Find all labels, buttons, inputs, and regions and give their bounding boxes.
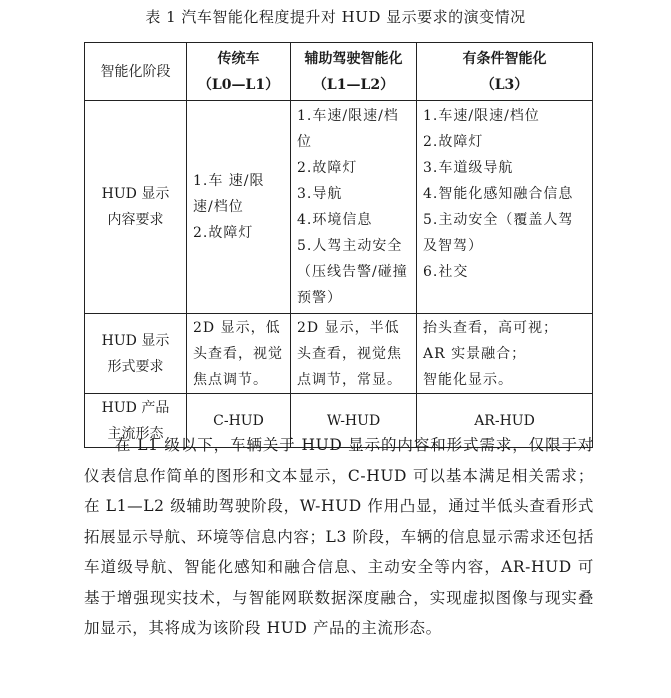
column-header-assisted	[291, 43, 417, 101]
row-label-line: HUD 显示	[101, 332, 170, 349]
table-row-content	[85, 101, 593, 314]
hud-requirements-table	[84, 42, 593, 448]
row-label-form	[85, 314, 187, 394]
cell-text: 2D 显示，半低头查看，视觉焦点调节，常显。	[297, 319, 402, 388]
column-name: 有条件智能化	[462, 50, 547, 67]
cell-content-assisted	[291, 101, 417, 314]
list-item: 5.人驾主动安全（压线告警/碰撞预警）	[297, 238, 408, 306]
cell-content-conditional	[417, 101, 593, 314]
body-paragraph: 在 L1 级以下，车辆关于 HUD 显示的内容和形式需求，仅限于对仪表信息作简单的图形和文本显示，C-HUD 可以基本满足相关需求；在 L1—L2 级辅助驾驶阶段，W-HUD 作用凸显，通过半低头查看形式拓展显示导航、环境等信息内容；L3 阶段，车辆的信息显示需求还包括车道级导航、智能化感知和融合信息、主动安全等内容，AR-HUD 可基于增强现实技术，与智能网联数据深度融合，实现虚拟图像与现实叠加显示，其将成为该阶段 HUD 产品的主流形态。	[84, 436, 594, 637]
row-label-line: 主流形态	[107, 425, 164, 442]
cell-form-assisted	[291, 314, 417, 394]
list-item: 2.故障灯	[193, 225, 254, 241]
list-item: 1.车速/限速/档位	[297, 108, 399, 150]
list-item: 2.故障灯	[297, 160, 358, 176]
row-label-line: 内容要求	[107, 212, 164, 228]
row-label-content	[85, 101, 187, 314]
cell-line: 智能化显示。	[423, 371, 513, 388]
column-level: （L0—L1）	[197, 76, 280, 93]
column-name: 辅助驾驶智能化	[304, 50, 403, 67]
cell-text: 2D 显示，低头查看，视觉焦点调节。	[193, 319, 283, 388]
list-item: 4.智能化感知融合信息	[423, 186, 574, 202]
table-row-form	[85, 314, 593, 394]
row-label-line: HUD 产品	[101, 399, 170, 416]
column-name: 传统车	[217, 50, 260, 67]
column-level: （L1—L2）	[312, 76, 395, 93]
cell-content-traditional	[187, 101, 291, 314]
row-label-line: 形式要求	[107, 358, 164, 375]
cell-shape-assisted: W-HUD	[291, 394, 417, 448]
column-level: （L3）	[480, 76, 529, 93]
list-item: 1.车速/限速/档位	[423, 108, 540, 124]
list-item: 2.故障灯	[423, 134, 484, 150]
list-item: 3.车道级导航	[423, 160, 514, 176]
cell-shape-traditional: C-HUD	[187, 394, 291, 448]
cell-form-traditional	[187, 314, 291, 394]
list-item: 4.环境信息	[297, 212, 373, 228]
row-label-line: HUD 显示	[101, 186, 170, 202]
cell-shape-conditional: AR-HUD	[417, 394, 593, 448]
list-item: 3.导航	[297, 186, 343, 202]
table-caption: 表 1 汽车智能化程度提升对 HUD 显示要求的演变情况	[145, 8, 526, 26]
cell-line: AR 实景融合；	[423, 345, 527, 362]
list-item: 6.社交	[423, 264, 469, 280]
cell-line: 抬头查看，高可视；	[423, 319, 558, 336]
list-item: 1.车 速/限 速/档位	[193, 173, 265, 215]
stage-header: 智能化阶段	[85, 43, 187, 101]
table-header-row	[85, 43, 593, 101]
column-header-conditional	[417, 43, 593, 101]
cell-form-conditional	[417, 314, 593, 394]
list-item: 5.主动安全（覆盖人驾及智驾）	[423, 212, 574, 254]
column-header-traditional	[187, 43, 291, 101]
